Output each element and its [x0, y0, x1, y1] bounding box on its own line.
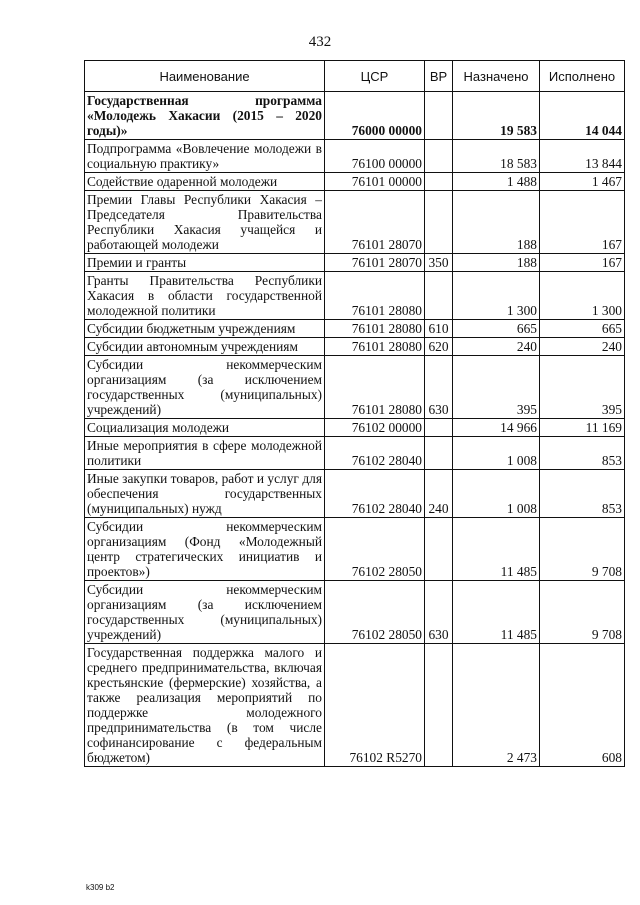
- row-executed: 1 467: [540, 173, 625, 191]
- row-csr: 76101 00000: [325, 173, 425, 191]
- row-csr: 76101 28080: [325, 356, 425, 419]
- header-executed: Исполнено: [540, 61, 625, 92]
- row-csr: 76101 28070: [325, 191, 425, 254]
- row-csr: 76101 28080: [325, 320, 425, 338]
- table-body: [85, 92, 625, 767]
- row-name: Субсидии некоммерческим организациям (за исключением государственных (муниципальных) учреждений): [85, 356, 325, 419]
- row-executed: 853: [540, 437, 625, 470]
- row-csr: 76101 28080: [325, 338, 425, 356]
- row-vr: 630: [425, 581, 453, 644]
- row-assigned: 395: [453, 356, 540, 419]
- budget-table: [84, 60, 625, 767]
- row-assigned: 240: [453, 338, 540, 356]
- row-name: Государственная поддержка малого и среднего предпринимательства, включая крестьянские (фермерские) хозяйства, а также реализация мероприятий по поддержке молодежного предпринимательства (в том числе софинансирование с федеральным бюджетом): [85, 644, 325, 767]
- row-name: Социализация молодежи: [85, 419, 325, 437]
- row-vr: [425, 419, 453, 437]
- row-csr: 76102 00000: [325, 419, 425, 437]
- row-executed: 240: [540, 338, 625, 356]
- row-executed: 395: [540, 356, 625, 419]
- table-row: [85, 419, 625, 437]
- row-executed: 9 708: [540, 518, 625, 581]
- row-assigned: 188: [453, 191, 540, 254]
- table-row: [85, 92, 625, 140]
- row-assigned: 1 008: [453, 437, 540, 470]
- row-name: Премии и гранты: [85, 254, 325, 272]
- row-vr: [425, 191, 453, 254]
- row-executed: 1 300: [540, 272, 625, 320]
- row-executed: 853: [540, 470, 625, 518]
- row-name: Иные мероприятия в сфере молодежной политики: [85, 437, 325, 470]
- row-executed: 14 044: [540, 92, 625, 140]
- table-row: [85, 272, 625, 320]
- row-name: Содействие одаренной молодежи: [85, 173, 325, 191]
- row-name: Субсидии автономным учреждениям: [85, 338, 325, 356]
- row-name: Субсидии некоммерческим организациям (Фонд «Молодежный центр стратегических инициатив и проектов»): [85, 518, 325, 581]
- header-vr: ВР: [425, 61, 453, 92]
- row-name: Гранты Правительства Республики Хакасия в области государственной молодежной политики: [85, 272, 325, 320]
- table-row: [85, 581, 625, 644]
- header-assigned: Назначено: [453, 61, 540, 92]
- row-assigned: 19 583: [453, 92, 540, 140]
- row-assigned: 1 488: [453, 173, 540, 191]
- row-vr: [425, 272, 453, 320]
- table-row: [85, 140, 625, 173]
- row-assigned: 1 300: [453, 272, 540, 320]
- row-csr: 76101 28080: [325, 272, 425, 320]
- row-name: Государственная программа «Молодежь Хакасии (2015 – 2020 годы)»: [85, 92, 325, 140]
- row-csr: 76100 00000: [325, 140, 425, 173]
- page-number: 432: [308, 34, 332, 50]
- table-row: [85, 518, 625, 581]
- row-executed: 665: [540, 320, 625, 338]
- header-csr: ЦСР: [325, 61, 425, 92]
- row-assigned: 665: [453, 320, 540, 338]
- table-row: [85, 338, 625, 356]
- row-csr: 76102 28040: [325, 470, 425, 518]
- row-csr: 76102 28050: [325, 518, 425, 581]
- row-assigned: 11 485: [453, 581, 540, 644]
- row-vr: [425, 140, 453, 173]
- row-vr: 350: [425, 254, 453, 272]
- row-assigned: 14 966: [453, 419, 540, 437]
- row-vr: 610: [425, 320, 453, 338]
- row-name: Премии Главы Республики Хакасия – Председателя Правительства Республики Хакасия учащейся и работающей молодежи: [85, 191, 325, 254]
- row-name: Иные закупки товаров, работ и услуг для обеспечения государственных (муниципальных) нужд: [85, 470, 325, 518]
- row-executed: 13 844: [540, 140, 625, 173]
- footer-code: k309 b2: [86, 883, 115, 892]
- row-executed: 11 169: [540, 419, 625, 437]
- row-csr: 76102 28050: [325, 581, 425, 644]
- row-assigned: 18 583: [453, 140, 540, 173]
- row-executed: 9 708: [540, 581, 625, 644]
- row-executed: 167: [540, 191, 625, 254]
- row-name: Субсидии некоммерческим организациям (за исключением государственных (муниципальных) учреждений): [85, 581, 325, 644]
- table-row: [85, 437, 625, 470]
- row-csr: 76102 28040: [325, 437, 425, 470]
- table-row: [85, 191, 625, 254]
- row-vr: [425, 92, 453, 140]
- row-vr: 620: [425, 338, 453, 356]
- row-assigned: 188: [453, 254, 540, 272]
- row-csr: 76101 28070: [325, 254, 425, 272]
- table-row: [85, 644, 625, 767]
- row-executed: 608: [540, 644, 625, 767]
- header-name: Наименование: [85, 61, 325, 92]
- table-row: [85, 254, 625, 272]
- row-vr: 240: [425, 470, 453, 518]
- row-assigned: 11 485: [453, 518, 540, 581]
- table-row: [85, 356, 625, 419]
- table-row: [85, 320, 625, 338]
- row-vr: 630: [425, 356, 453, 419]
- row-vr: [425, 437, 453, 470]
- row-csr: 76102 R5270: [325, 644, 425, 767]
- row-assigned: 2 473: [453, 644, 540, 767]
- table-row: [85, 173, 625, 191]
- row-name: Субсидии бюджетным учреждениям: [85, 320, 325, 338]
- row-name: Подпрограмма «Вовлечение молодежи в социальную практику»: [85, 140, 325, 173]
- row-vr: [425, 173, 453, 191]
- table-header-row: [85, 61, 625, 92]
- row-assigned: 1 008: [453, 470, 540, 518]
- row-vr: [425, 518, 453, 581]
- table-row: [85, 470, 625, 518]
- row-vr: [425, 644, 453, 767]
- row-csr: 76000 00000: [325, 92, 425, 140]
- row-executed: 167: [540, 254, 625, 272]
